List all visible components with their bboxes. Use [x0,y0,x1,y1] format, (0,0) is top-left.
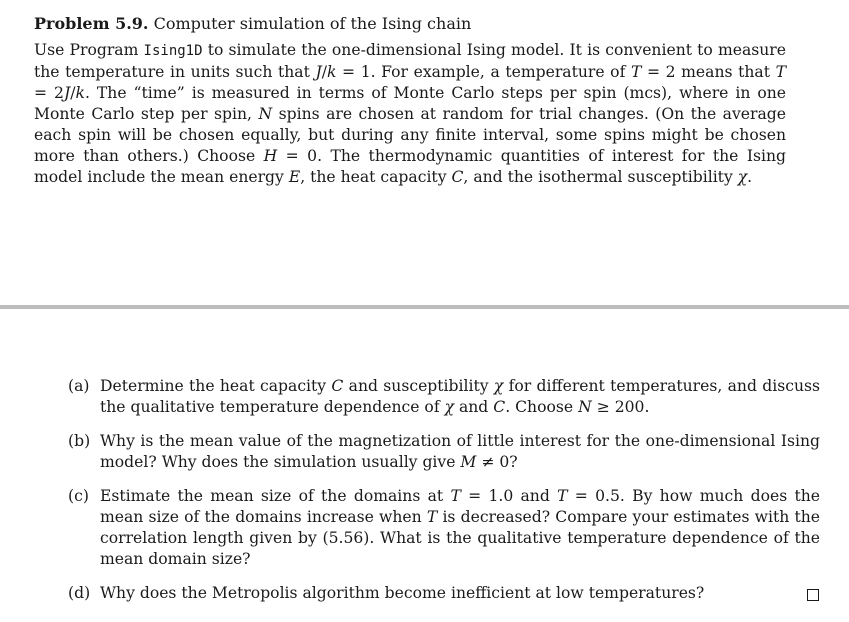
math-var: T [557,487,568,505]
math-var: J [315,63,322,81]
text: = 0. The thermodynamic quantities of interest for the Ising model include the mean energy [34,147,786,186]
text: and [454,398,494,416]
problem-title-text: Computer simulation of the Ising chain [153,14,472,33]
math-var: C [451,168,464,186]
text: . The “time” is measured in terms of Monte Carlo steps per spin (mcs), where in one Monte Carlo step per spin, [34,84,786,123]
text: is decreased? Compare your estimates with the correlation length given by (5.56). What is the qualitative temperature dependence of the mean domain size? [100,508,820,568]
text: = 2 [34,84,64,102]
math-var: C [493,398,506,416]
problem-statement [34,12,786,188]
text: / [321,63,327,81]
item-label: (d) [68,584,91,602]
text: spins are chosen at random for trial changes. (On the average each spin will be chosen equally, but during any finite interval, some spins might be chosen more than others.) Choose [34,105,786,165]
exercise-list [68,376,820,617]
text: ≠ 0? [476,453,518,471]
math-var: k [326,63,337,81]
text: Why does the Metropolis algorithm become inefficient at low temperatures? [100,584,705,602]
text: to simulate the one-dimensional Ising model. It is convenient to measure the temperature in units such that [34,41,786,81]
math-var: T [630,63,642,81]
intro-paragraph [34,40,786,188]
problem-title [34,12,786,36]
text: = 1.0 and [460,487,558,505]
item-label: (a) [68,377,90,395]
exercise-item-a [68,376,820,418]
math-var: N [258,105,273,123]
text: Determine the heat capacity [100,377,332,395]
text: . Choose [505,398,579,416]
item-label: (c) [68,487,89,505]
exercise-item-b [68,431,820,473]
exercise-item-c [68,486,820,570]
end-of-problem-icon [807,589,819,601]
text: , the heat capacity [300,168,452,186]
text: and susceptibility [343,377,494,395]
math-var: J [63,84,71,102]
text: ≥ 200. [591,398,650,416]
text: / [70,84,76,102]
text: . [747,168,753,186]
program-name: Ising1D [143,43,203,59]
exercise-item-d [68,583,820,604]
math-var: k [75,84,85,102]
math-var: χ [737,168,748,186]
text: = 0.5. By how much does the mean size of the domains increase when [100,487,821,526]
text: Use Program [34,41,144,59]
math-var: χ [493,377,504,395]
math-var: M [460,453,477,471]
text: = 2 means that [641,63,776,81]
math-var: χ [444,398,455,416]
text: Estimate the mean size of the domains at [100,487,451,505]
text: Why is the mean value of the magnetization of little interest for the one-dimensional Ising model? Why does the simulation usually give [100,432,820,471]
text: for different temperatures, and discuss the qualitative temperature dependence of [100,377,821,416]
math-var: E [288,168,301,186]
math-var: C [331,377,344,395]
math-var: T [426,508,438,526]
page-divider [0,305,849,309]
item-label: (b) [68,432,91,450]
text: , and the isothermal susceptibility [463,168,738,186]
math-var: N [578,398,592,416]
math-var: T [450,487,461,505]
problem-label: Problem 5.9. [34,14,149,33]
text: = 1. For example, a temperature of [336,63,631,81]
math-var: T [775,63,786,81]
math-var: H [263,147,278,165]
